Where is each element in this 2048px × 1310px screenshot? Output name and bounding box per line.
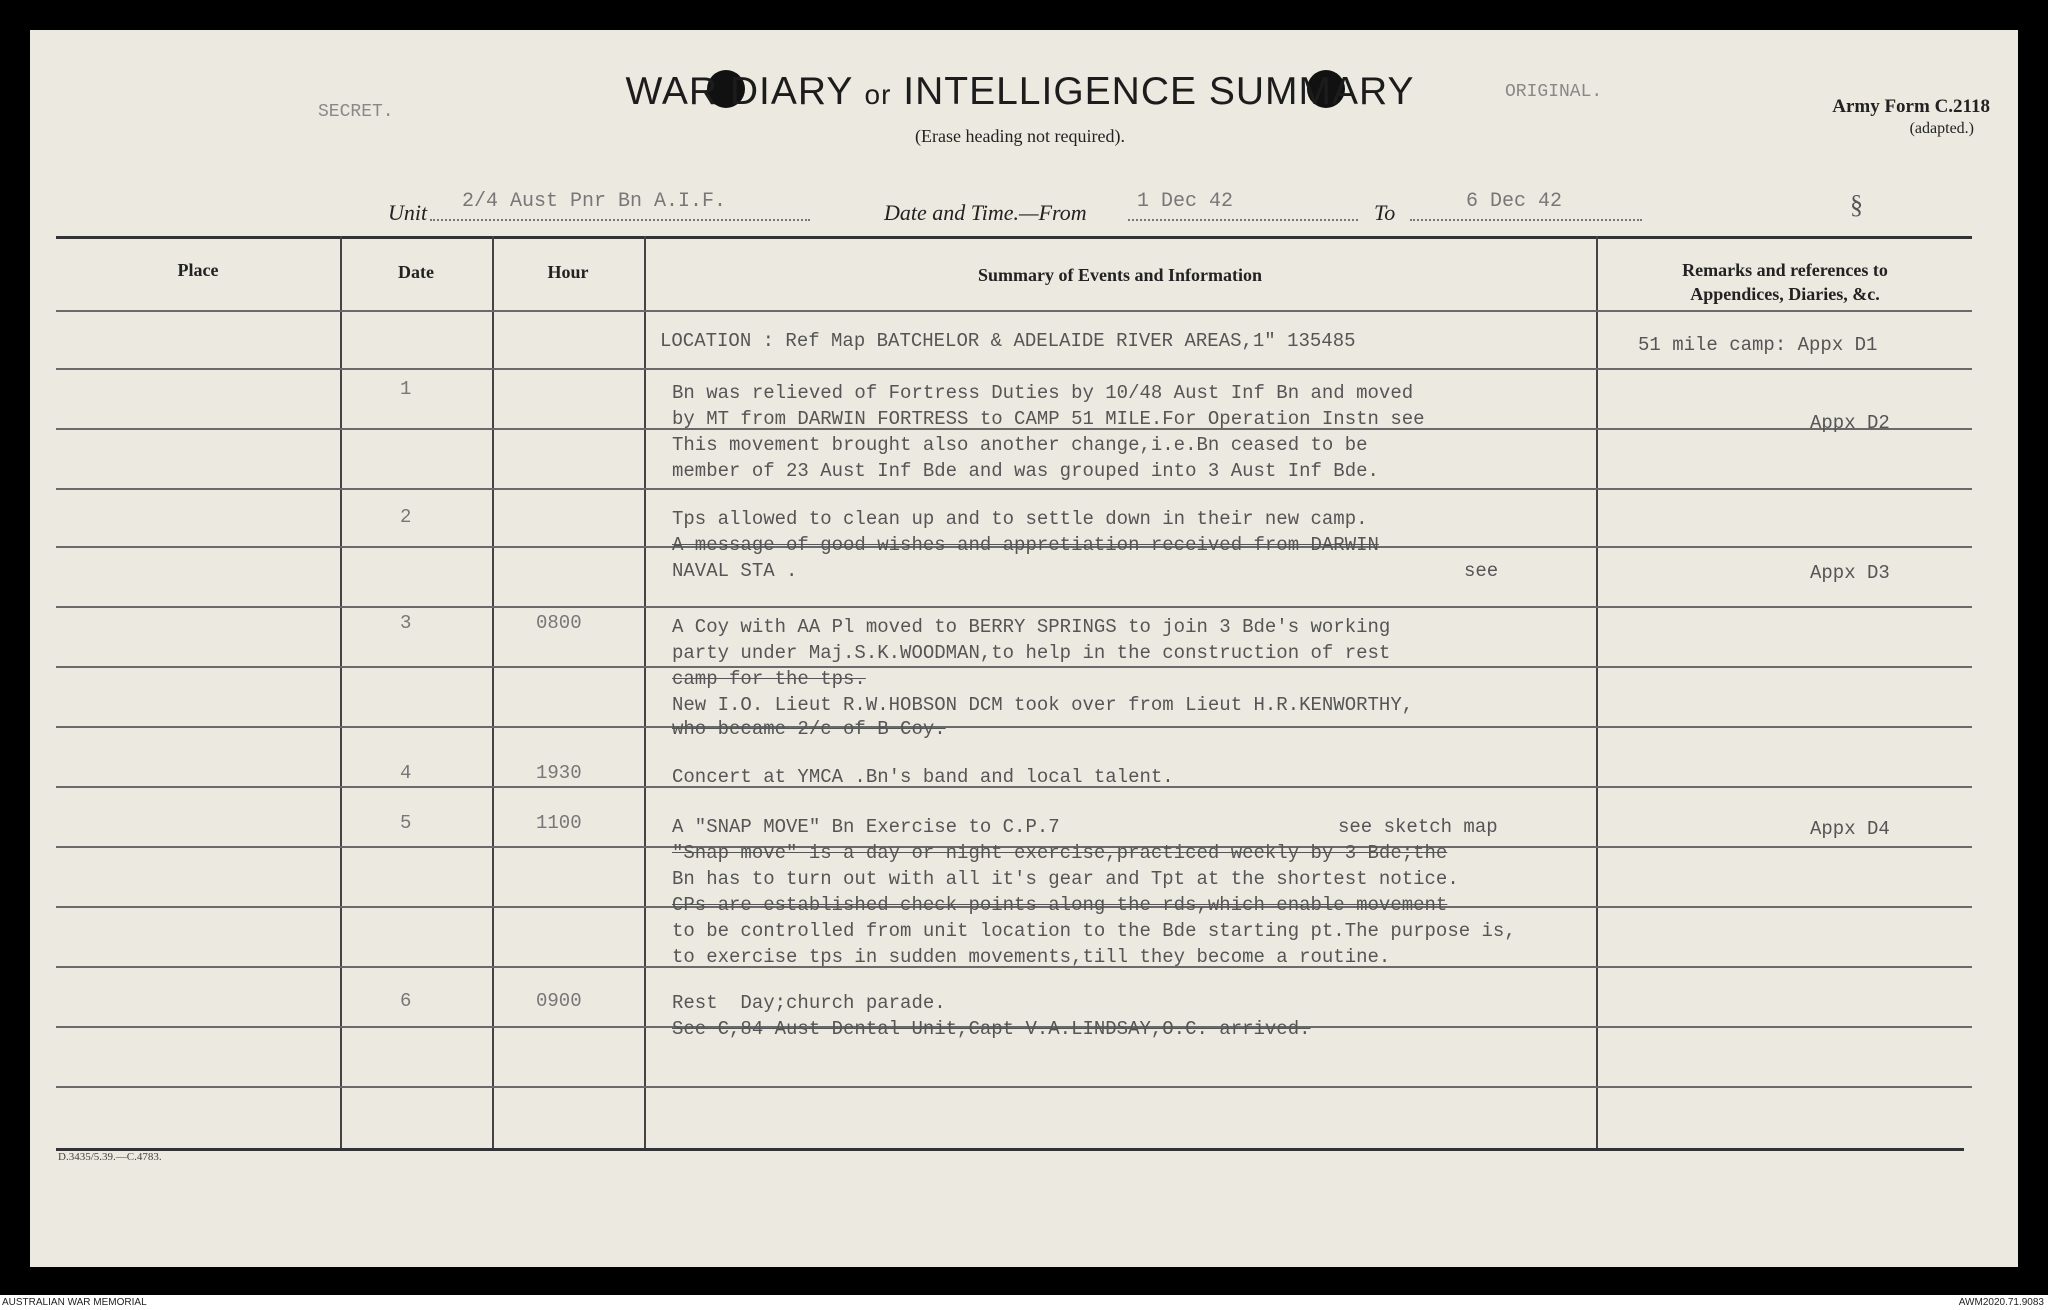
entry-line: to exercise tps in sudden movements,till they become a routine.: [672, 946, 1391, 968]
row-rule: [56, 310, 1972, 312]
entry-line: Rest Day;church parade.: [672, 992, 946, 1014]
entry-line: Bn has to turn out with all it's gear and Tpt at the shortest notice.: [672, 868, 1459, 890]
secret-stamp: SECRET.: [318, 102, 394, 122]
entry-line: This movement brought also another change,i.e.Bn ceased to be: [672, 434, 1368, 456]
entry-line: camp for the tps.: [672, 668, 866, 690]
row-rule: [56, 726, 1972, 728]
date-to-label: To: [1374, 200, 1396, 225]
form-print-code: D.3435/5.39.—C.4783.: [58, 1151, 162, 1163]
unit-dotline: [430, 219, 810, 221]
divider-date-hour: [492, 236, 494, 1148]
row-rule: [56, 488, 1972, 490]
row-rule: [56, 1086, 1972, 1088]
unit-value: 2/4 Aust Pnr Bn A.I.F.: [462, 190, 727, 213]
remark-cell: Appx D4: [1810, 818, 1890, 840]
entry-line: "Snap move" is a day or night exercise,practiced weekly by 3 Bde;the: [672, 842, 1448, 864]
form-title: WAR DIARY or INTELLIGENCE SUMMARY: [625, 70, 1415, 113]
entry-line: A message of good wishes and appretiation received from DARWIN: [672, 534, 1379, 556]
entry-line: party under Maj.S.K.WOODMAN,to help in the construction of rest: [672, 642, 1391, 664]
remark-cell: Appx D2: [1810, 412, 1890, 434]
archive-strip: [0, 1295, 2048, 1310]
entry-line: Tps allowed to clean up and to settle down in their new camp.: [672, 508, 1368, 530]
divider-summary-remarks: [1596, 236, 1598, 1148]
row-rule: [56, 368, 1972, 370]
entry-line: member of 23 Aust Inf Bde and was grouped into 3 Aust Inf Bde.: [672, 460, 1379, 482]
date-cell: 6: [400, 990, 412, 1012]
entry-line: CPs are established check points along the rds,which enable movement: [672, 894, 1448, 916]
hour-cell: 0900: [536, 990, 582, 1012]
entry-line: New I.O. Lieut R.W.HOBSON DCM took over from Lieut H.R.KENWORTHY,: [672, 694, 1414, 716]
entry-line: Concert at YMCA .Bn's band and local talent.: [672, 766, 1174, 788]
entry-see-sketch: see sketch map: [1338, 816, 1498, 838]
row-rule: [56, 606, 1972, 608]
row-rule: [56, 666, 1972, 668]
table-top-border: [56, 236, 1972, 239]
col-summary-heading: Summary of Events and Information: [977, 265, 1263, 285]
remark-cell: Appx D3: [1810, 562, 1890, 584]
form-subtitle: (Erase heading not required).: [915, 126, 1125, 146]
date-to-dotline: [1410, 219, 1642, 221]
date-from-value: 1 Dec 42: [1137, 190, 1234, 213]
entry-line: NAVAL STA .: [672, 560, 798, 582]
entry-line: A Coy with AA Pl moved to BERRY SPRINGS to join 3 Bde's working: [672, 616, 1391, 638]
date-cell: 2: [400, 506, 412, 528]
hour-cell: 0800: [536, 612, 582, 634]
table-bottom-border: [56, 1148, 1964, 1151]
entry-line: A "SNAP MOVE" Bn Exercise to C.P.7: [672, 816, 1060, 838]
hour-cell: 1100: [536, 812, 582, 834]
entry-line: See C,84 Aust Dental Unit,Capt V.A.LINDSAY,O.C. arrived.: [672, 1018, 1311, 1040]
entry-see: see: [1464, 560, 1499, 582]
handwritten-mark: §: [1850, 190, 1863, 219]
divider-hour-summary: [644, 236, 646, 1148]
location-entry: LOCATION : Ref Map BATCHELOR & ADELAIDE RIVER AREAS,1" 135485: [660, 330, 1356, 352]
archive-source: AUSTRALIAN WAR MEMORIAL: [2, 1297, 147, 1308]
date-from-label: Date and Time.—From: [884, 200, 1087, 225]
date-cell: 5: [400, 812, 412, 834]
col-remarks-heading: Remarks and references to Appendices, Diaries, &c.: [1682, 260, 1888, 304]
entry-line: to be controlled from unit location to the Bde starting pt.The purpose is,: [672, 920, 1516, 942]
col-hour-heading: Hour: [547, 262, 589, 282]
col-place-heading: Place: [177, 260, 219, 280]
location-remark: 51 mile camp: Appx D1: [1638, 334, 1878, 356]
divider-place-date: [340, 236, 342, 1148]
date-cell: 3: [400, 612, 412, 634]
entry-line: by MT from DARWIN FORTRESS to CAMP 51 MILE.For Operation Instn see: [672, 408, 1425, 430]
unit-label: Unit: [388, 200, 428, 225]
date-to-value: 6 Dec 42: [1466, 190, 1563, 213]
original-stamp: ORIGINAL.: [1505, 82, 1603, 102]
date-cell: 1: [400, 378, 412, 400]
col-date-heading: Date: [398, 262, 434, 282]
archive-reference: AWM2020.71.9083: [1958, 1297, 2044, 1308]
date-from-dotline: [1128, 219, 1358, 221]
entry-line: Bn was relieved of Fortress Duties by 10/48 Aust Inf Bn and moved: [672, 382, 1414, 404]
entry-line: who became 2/c of B Coy.: [672, 718, 946, 740]
army-form-number: Army Form C.2118 (adapted.): [1832, 96, 1990, 137]
hour-cell: 1930: [536, 762, 582, 784]
date-cell: 4: [400, 762, 412, 784]
